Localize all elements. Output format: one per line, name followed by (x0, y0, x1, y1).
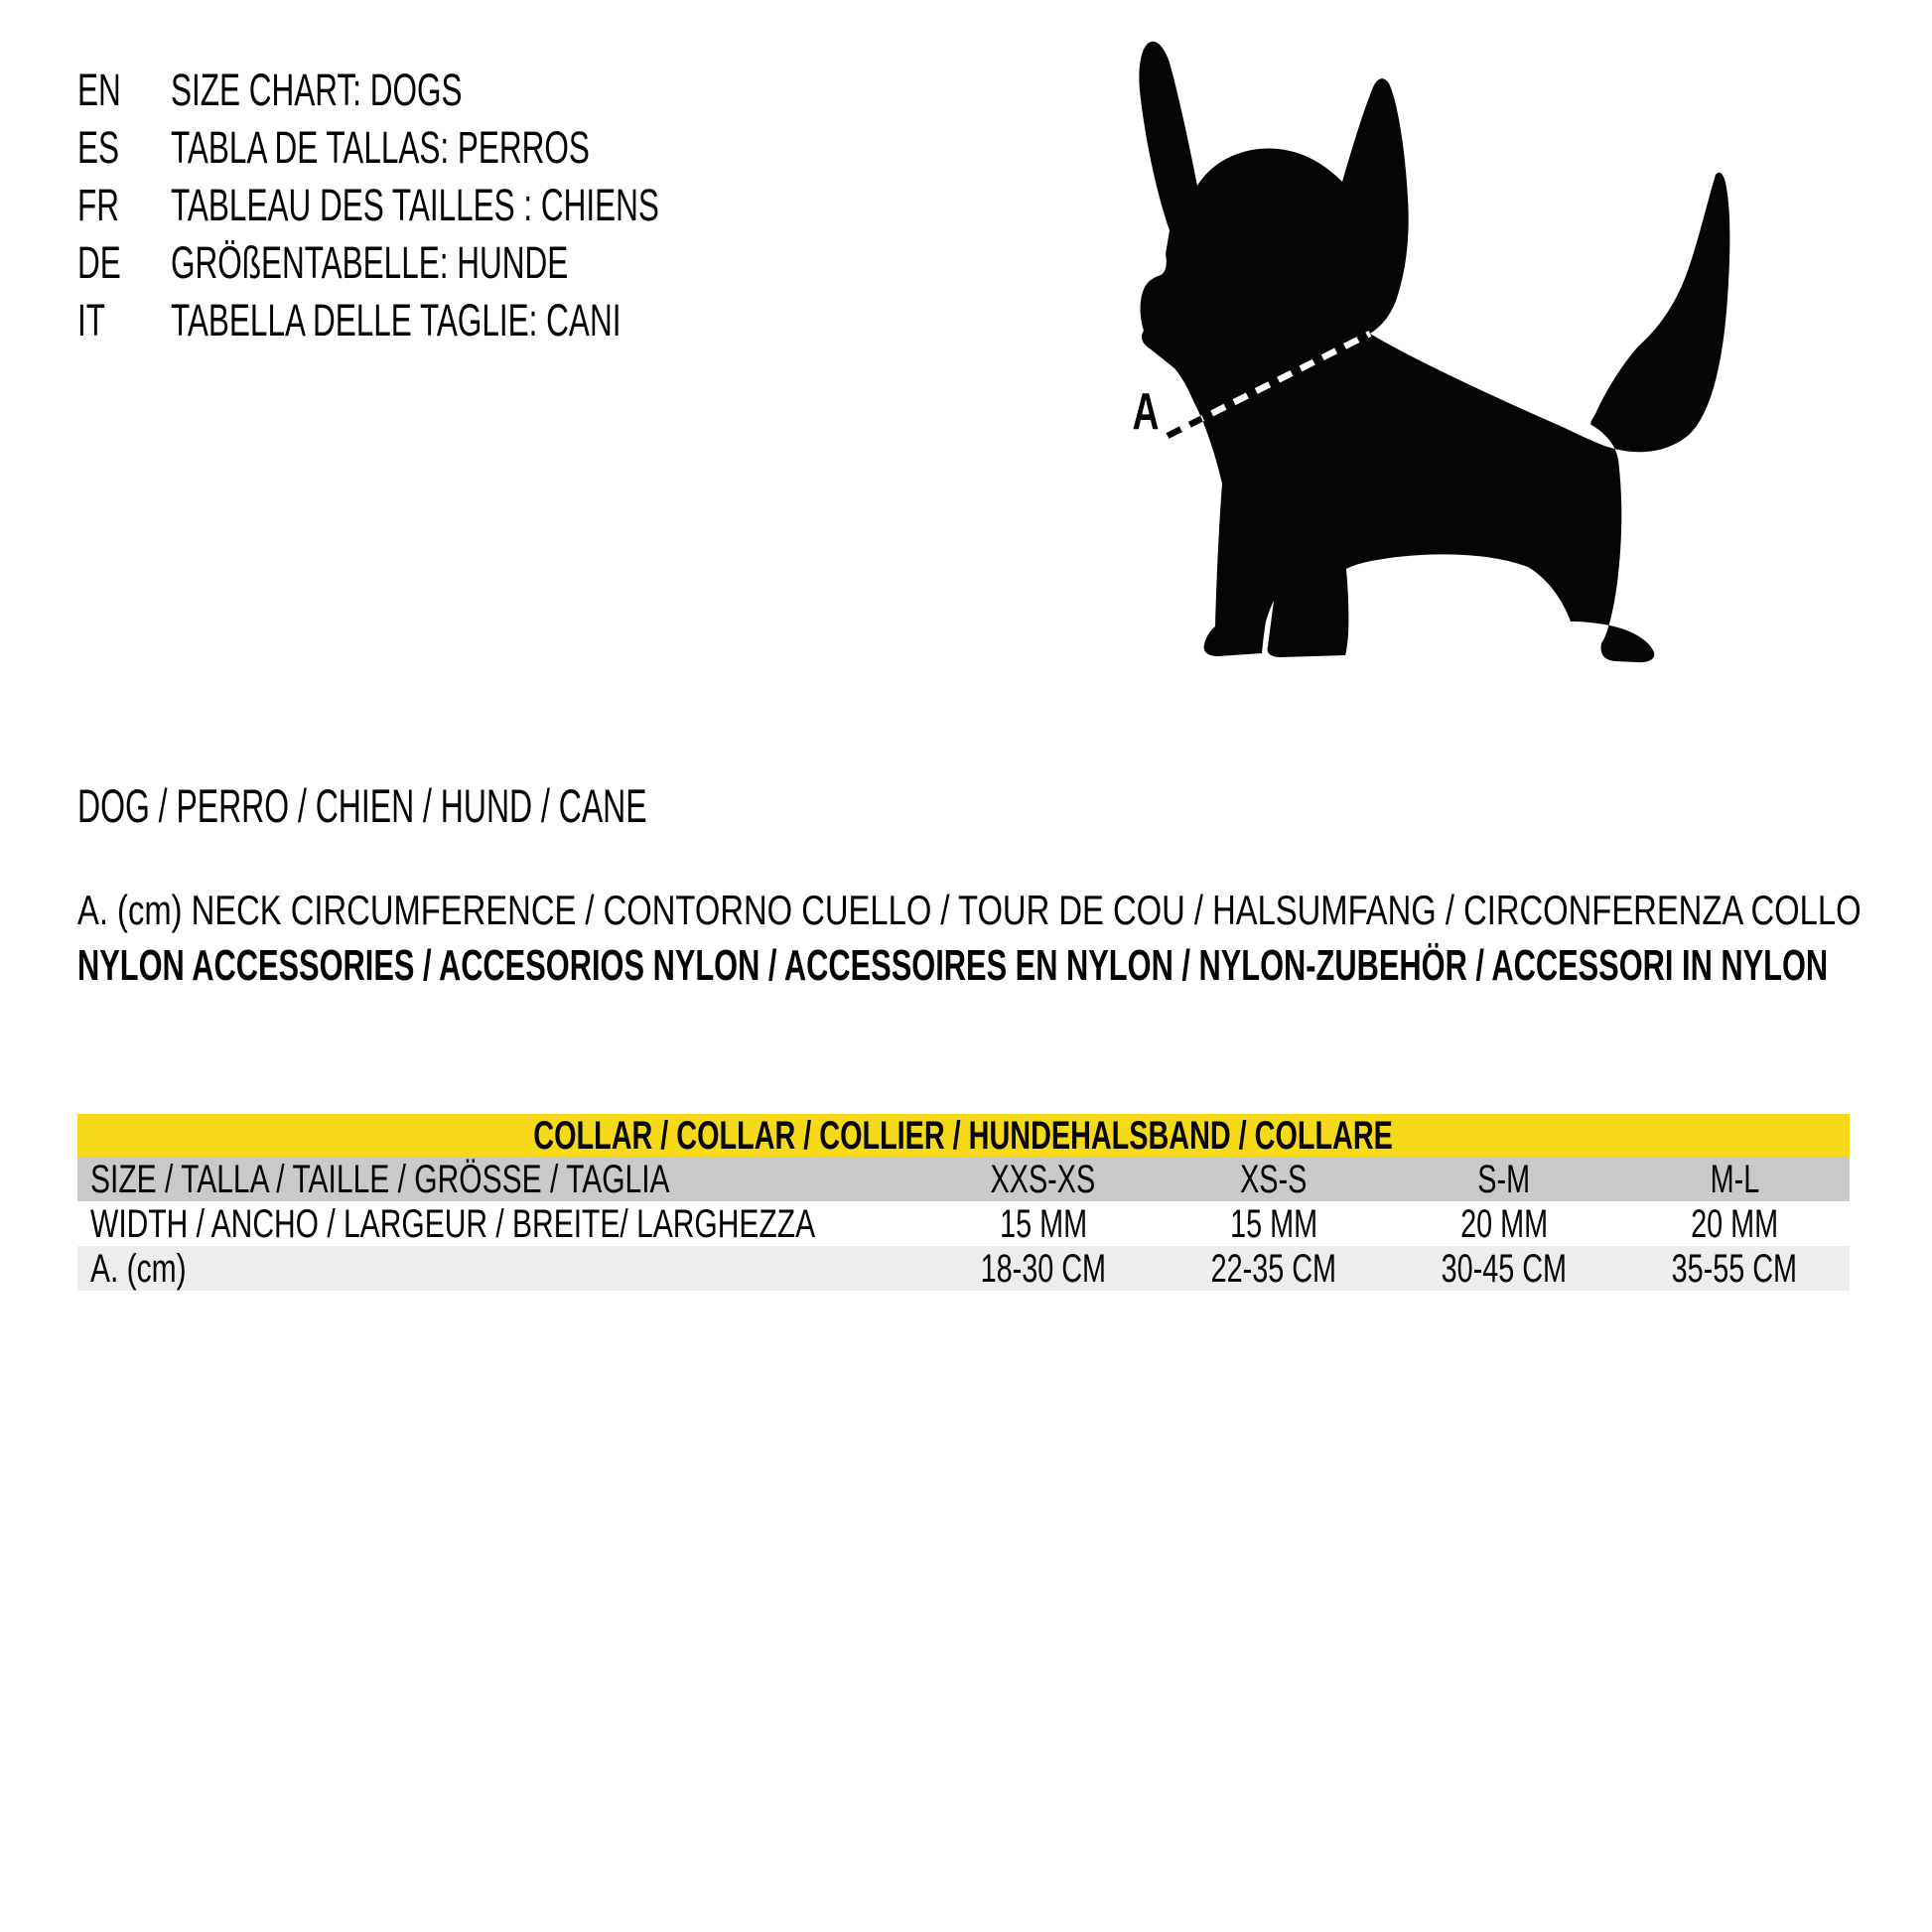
neck-value-xs-s: 22-35 CM (1210, 1246, 1337, 1291)
size-value-xs-s: XS-S (1240, 1157, 1308, 1201)
table-row-size (77, 1157, 1850, 1201)
neck-value-m-l: 35-55 CM (1671, 1246, 1798, 1291)
width-value-s-m: 20 MM (1459, 1201, 1548, 1246)
language-row-en (77, 62, 869, 119)
dog-silhouette-icon (1122, 35, 1757, 670)
table-row-width (77, 1201, 1850, 1246)
collar-size-table (77, 1114, 1850, 1291)
row-label-width: WIDTH / ANCHO / LARGEUR / BREITE/ LARGHEZZA (90, 1201, 816, 1246)
dog-silhouette-figure (1122, 35, 1757, 670)
language-title-es: TABLA DE TALLAS: PERROS (171, 122, 590, 173)
language-row-de (77, 234, 869, 292)
language-title-it: TABELLA DELLE TAGLIE: CANI (171, 295, 621, 345)
size-value-xxs-xs: XXS-XS (990, 1157, 1096, 1201)
row-label-neck-cm: A. (cm) (90, 1246, 187, 1291)
table-title-bar (77, 1114, 1850, 1157)
neck-circumference-note: A. (cm) NECK CIRCUMFERENCE / CONTORNO CUELLO / TOUR DE COU / HALSUMFANG / CIRCONFERENZA COLLO (77, 887, 1862, 933)
language-row-fr (77, 177, 869, 234)
dog-caption: DOG / PERRO / CHIEN / HUND / CANE (77, 779, 647, 832)
language-code-en: EN (77, 65, 121, 115)
language-code-es: ES (77, 122, 120, 173)
width-value-xxs-xs: 15 MM (999, 1201, 1087, 1246)
language-title-block (77, 62, 869, 349)
language-code-fr: FR (77, 180, 119, 230)
language-row-it (77, 292, 869, 349)
language-code-de: DE (77, 237, 121, 288)
language-code-it: IT (77, 295, 105, 345)
measure-label-a: A (1132, 381, 1160, 441)
dog-body-shape (1139, 42, 1729, 662)
language-title-de: GRÖßENTABELLE: HUNDE (171, 237, 569, 288)
width-value-xs-s: 15 MM (1229, 1201, 1317, 1246)
table-title: COLLAR / COLLAR / COLLIER / HUNDEHALSBAND / COLLARE (533, 1113, 1394, 1158)
language-title-fr: TABLEAU DES TAILLES : CHIENS (171, 180, 659, 230)
nylon-accessories-note: NYLON ACCESSORIES / ACCESORIOS NYLON / ACCESSOIRES EN NYLON / NYLON-ZUBEHÖR / ACCESSORI IN NYLON (77, 941, 1829, 990)
neck-value-xxs-xs: 18-30 CM (980, 1246, 1107, 1291)
width-value-m-l: 20 MM (1690, 1201, 1778, 1246)
row-label-size: SIZE / TALLA / TAILLE / GRÖSSE / TAGLIA (90, 1157, 670, 1201)
language-row-es (77, 119, 869, 177)
size-value-s-m: S-M (1477, 1157, 1531, 1201)
language-title-en: SIZE CHART: DOGS (171, 65, 463, 115)
size-value-m-l: M-L (1710, 1157, 1759, 1201)
table-row-neck-cm (77, 1246, 1850, 1291)
neck-value-s-m: 30-45 CM (1441, 1246, 1568, 1291)
